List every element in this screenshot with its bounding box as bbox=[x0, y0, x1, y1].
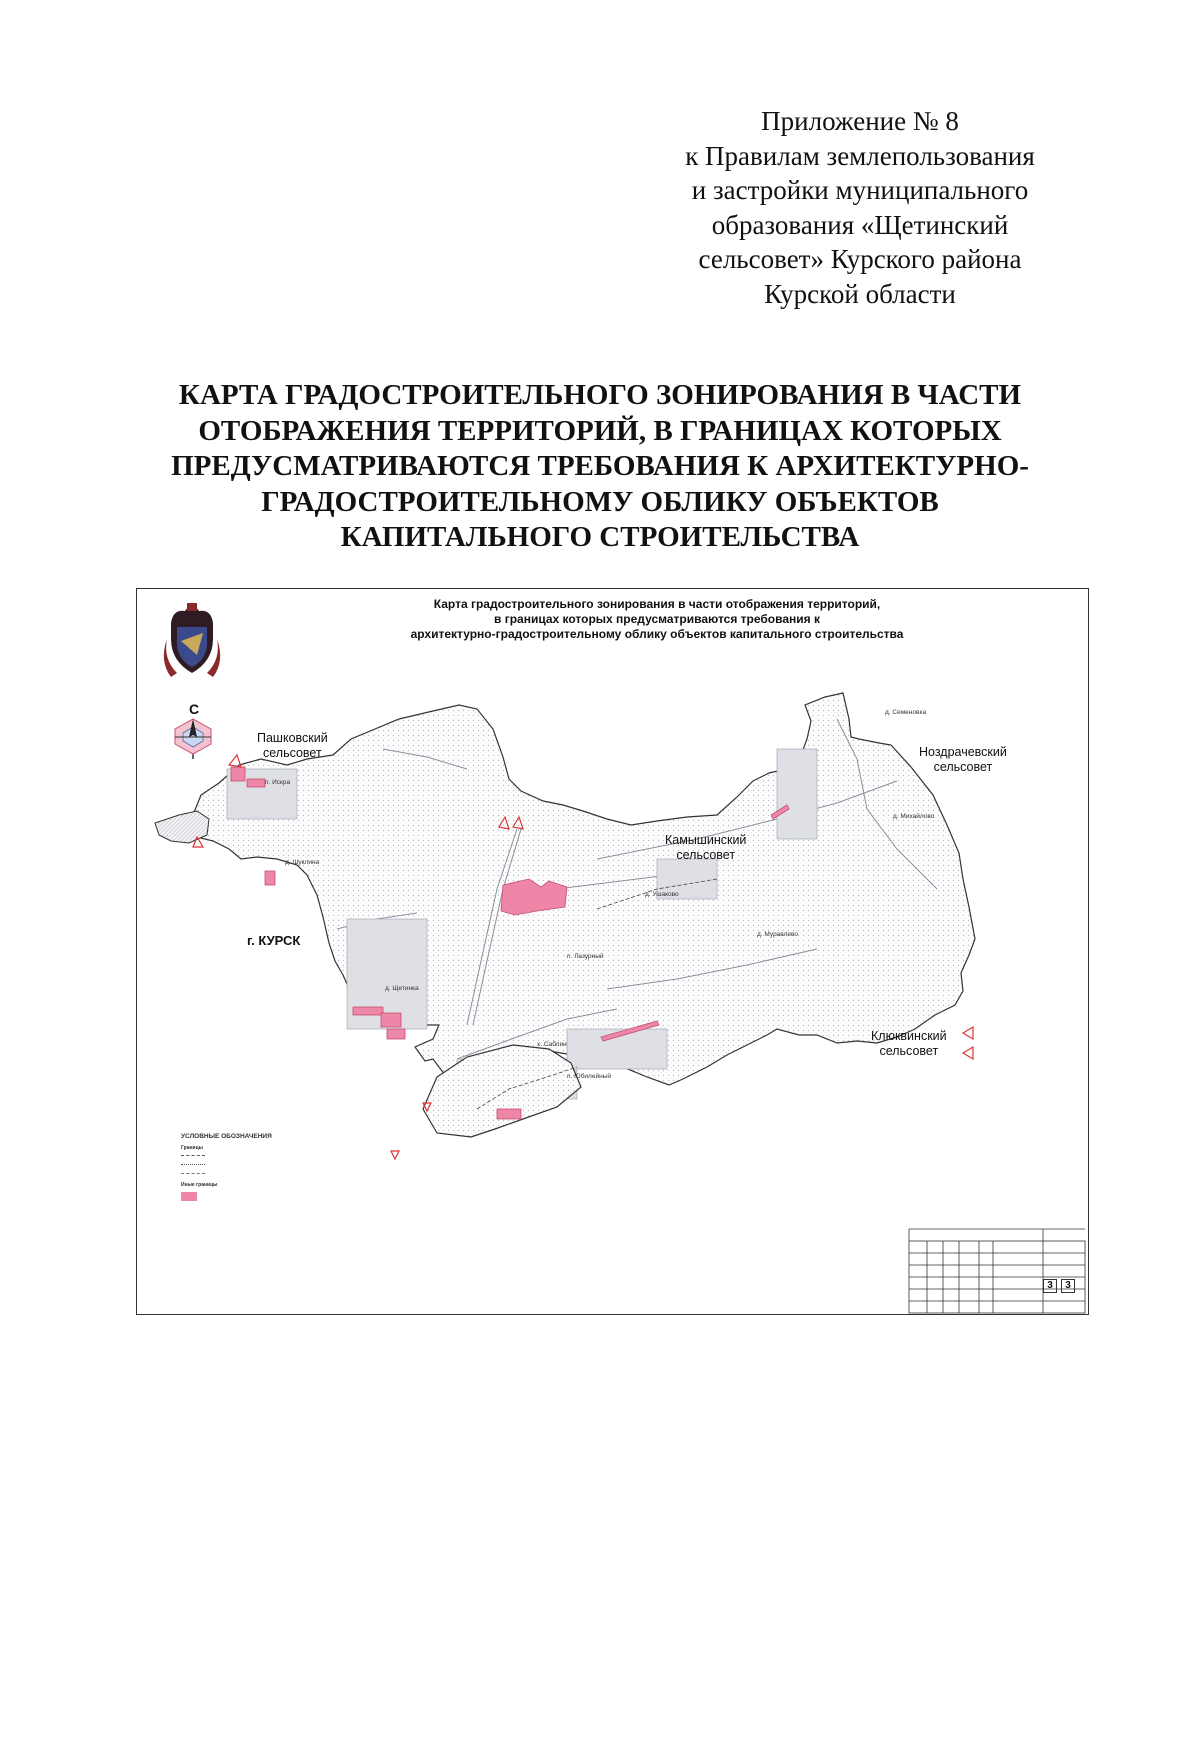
label-klyukvinsky bbox=[871, 1029, 947, 1059]
title-stamp bbox=[909, 1241, 1085, 1313]
legend-group-borders: Границы bbox=[181, 1145, 203, 1151]
neighbor-name: Камышинский bbox=[665, 833, 747, 847]
neighbor-type: сельсовет bbox=[879, 1044, 939, 1058]
map-heading bbox=[357, 597, 957, 642]
title-line: КАРТА ГРАДОСТРОИТЕЛЬНОГО ЗОНИРОВАНИЯ В ЧАСТИ bbox=[178, 379, 1022, 411]
north-label: С bbox=[189, 701, 200, 717]
appendix-line: к Правилам землепользования bbox=[685, 140, 1035, 171]
title-line: ПРЕДУСМАТРИВАЮТСЯ ТРЕБОВАНИЯ К АРХИТЕКТУРНО- bbox=[171, 450, 1029, 482]
map-legend bbox=[181, 1133, 331, 1209]
legend-row bbox=[181, 1192, 331, 1201]
label-ushakovo: д. Ушаково bbox=[645, 891, 679, 898]
legend-title: УСЛОВНЫЕ ОБОЗНАЧЕНИЯ bbox=[181, 1133, 272, 1140]
legend-row bbox=[181, 1155, 331, 1156]
neighbor-type: сельсовет bbox=[933, 760, 993, 774]
label-pashkovsky bbox=[257, 731, 328, 761]
label-mikhaylovo: д. Михайлово bbox=[893, 813, 935, 820]
map-heading-line: в границах которых предусматриваются требования к bbox=[494, 612, 820, 626]
legend-row bbox=[181, 1164, 331, 1165]
title-line: ГРАДОСТРОИТЕЛЬНОМУ ОБЛИКУ ОБЪЕКТОВ bbox=[261, 485, 939, 518]
label-nozdrachevsky bbox=[919, 745, 1007, 775]
legend-group-other: Иные границы bbox=[181, 1182, 218, 1188]
appendix-line: Курской области bbox=[764, 278, 956, 309]
label-muravlevo: д. Муравлево bbox=[757, 931, 799, 938]
label-iskra: п. Искра bbox=[265, 779, 291, 786]
appendix-note bbox=[640, 104, 1080, 311]
title-line: ОТОБРАЖЕНИЯ ТЕРРИТОРИЙ, В ГРАНИЦАХ КОТОРЫХ bbox=[198, 414, 1002, 447]
compass-rose-icon bbox=[175, 719, 211, 759]
label-kursk: г. КУРСК bbox=[247, 933, 301, 948]
map-heading-line: архитектурно-градостроительному облику объектов капитального строительства bbox=[410, 627, 904, 641]
map-heading-line: Карта градостроительного зонирования в части отображения территорий, bbox=[433, 597, 881, 611]
legend-row bbox=[181, 1173, 331, 1174]
legend-pink-swatch bbox=[181, 1192, 197, 1201]
territory-west-arm bbox=[155, 811, 209, 843]
label-sablin: х. Саблин bbox=[537, 1041, 567, 1048]
stamp-sheet-total: 3 bbox=[1061, 1279, 1075, 1293]
appendix-line: Приложение № 8 bbox=[761, 106, 959, 136]
neighbor-type: сельсовет bbox=[263, 746, 322, 760]
neighbor-name: Пашковский bbox=[257, 731, 328, 745]
document-title bbox=[110, 378, 1090, 556]
neighbor-name: Клюквинский bbox=[871, 1029, 947, 1043]
label-shchetinka: д. Щетинка bbox=[385, 985, 419, 992]
legend-line-swatch bbox=[181, 1173, 205, 1174]
appendix-line: и застройки муниципального bbox=[691, 175, 1029, 205]
label-shuklina: д. Шуклина bbox=[285, 859, 320, 866]
label-lazurny: п. Лазурный bbox=[567, 953, 604, 960]
neighbor-type: сельсовет bbox=[676, 848, 736, 862]
legend-line-swatch bbox=[181, 1155, 205, 1156]
label-yubileyny: п. Юбилейный bbox=[567, 1073, 611, 1080]
legend-line-swatch bbox=[181, 1164, 205, 1165]
neighbor-name: Ноздрачевский bbox=[919, 745, 1007, 759]
coat-of-arms-icon bbox=[164, 603, 220, 677]
appendix-line: образования «Щетинский bbox=[711, 209, 1009, 240]
appendix-line: сельсовет» Курского района bbox=[698, 244, 1022, 274]
map-frame bbox=[136, 588, 1089, 1315]
stamp-sheet-number: 3 bbox=[1043, 1279, 1057, 1293]
label-kamyshinsky bbox=[665, 833, 746, 863]
title-line: КАПИТАЛЬНОГО СТРОИТЕЛЬСТВА bbox=[340, 521, 860, 553]
label-semenovka: д. Семеновка bbox=[885, 709, 927, 716]
